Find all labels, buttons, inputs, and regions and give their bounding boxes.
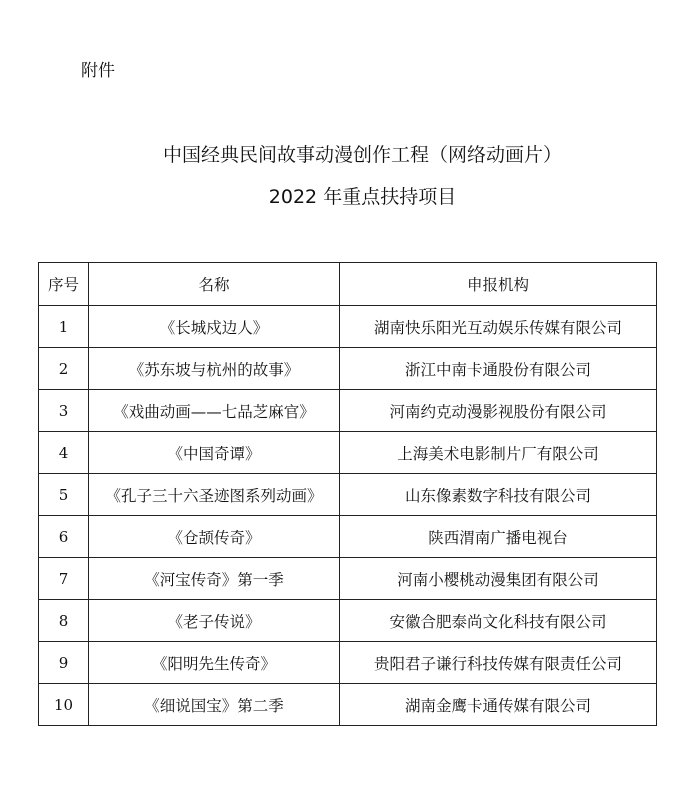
organization-name: 河南小樱桃动漫集团有限公司 xyxy=(340,558,657,600)
project-name: 《苏东坡与杭州的故事》 xyxy=(89,348,340,390)
row-number: 4 xyxy=(39,432,89,474)
row-number: 1 xyxy=(39,306,89,348)
row-number: 3 xyxy=(39,390,89,432)
table-row xyxy=(39,642,657,684)
table-header-row xyxy=(39,263,657,306)
table-row xyxy=(39,516,657,558)
table-row xyxy=(39,432,657,474)
project-name: 《老子传说》 xyxy=(89,600,340,642)
table-row xyxy=(39,390,657,432)
organization-name: 湖南金鹰卡通传媒有限公司 xyxy=(340,684,657,726)
project-name: 《阳明先生传奇》 xyxy=(89,642,340,684)
document-subtitle: 2022 年重点扶持项目 xyxy=(268,186,457,208)
organization-name: 山东像素数字科技有限公司 xyxy=(340,474,657,516)
table-row xyxy=(39,600,657,642)
project-name: 《仓颉传奇》 xyxy=(89,516,340,558)
header-organization: 申报机构 xyxy=(340,263,657,306)
row-number: 7 xyxy=(39,558,89,600)
project-name: 《孔子三十六圣迹图系列动画》 xyxy=(89,474,340,516)
row-number: 9 xyxy=(39,642,89,684)
row-number: 5 xyxy=(39,474,89,516)
row-number: 10 xyxy=(39,684,89,726)
organization-name: 湖南快乐阳光互动娱乐传媒有限公司 xyxy=(340,306,657,348)
project-name: 《戏曲动画——七品芝麻官》 xyxy=(89,390,340,432)
project-name: 《细说国宝》第二季 xyxy=(89,684,340,726)
organization-name: 陕西渭南广播电视台 xyxy=(340,516,657,558)
document-title: 中国经典民间故事动漫创作工程（网络动画片） xyxy=(162,144,562,166)
organization-name: 浙江中南卡通股份有限公司 xyxy=(340,348,657,390)
table-row xyxy=(39,684,657,726)
row-number: 6 xyxy=(39,516,89,558)
project-name: 《长城戍边人》 xyxy=(89,306,340,348)
table-row xyxy=(39,348,657,390)
header-name: 名称 xyxy=(89,263,340,306)
project-name: 《中国奇谭》 xyxy=(89,432,340,474)
project-table xyxy=(38,262,657,726)
project-name: 《河宝传奇》第一季 xyxy=(89,558,340,600)
organization-name: 贵阳君子谦行科技传媒有限责任公司 xyxy=(340,642,657,684)
organization-name: 河南约克动漫影视股份有限公司 xyxy=(340,390,657,432)
row-number: 2 xyxy=(39,348,89,390)
table-row xyxy=(39,306,657,348)
organization-name: 安徽合肥泰尚文化科技有限公司 xyxy=(340,600,657,642)
row-number: 8 xyxy=(39,600,89,642)
table-row xyxy=(39,474,657,516)
header-number: 序号 xyxy=(39,263,89,306)
table-row xyxy=(39,558,657,600)
attachment-label: 附件 xyxy=(81,61,115,81)
organization-name: 上海美术电影制片厂有限公司 xyxy=(340,432,657,474)
